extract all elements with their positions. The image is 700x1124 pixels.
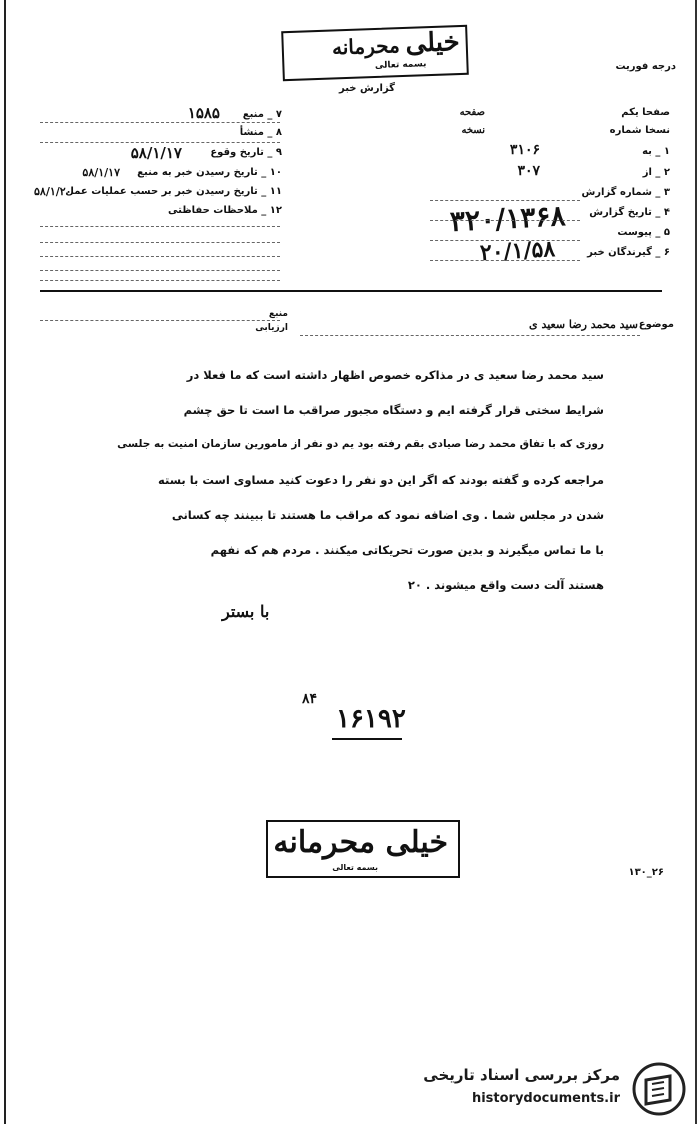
handwritten-signature: با بستر <box>222 602 270 621</box>
form-line <box>40 256 280 257</box>
right-field-value: نسخه <box>461 125 485 136</box>
left-field-value: ۵۸/۱/۲۰ <box>34 185 72 198</box>
body-line: سید محمد رضا سعید ی در مذاکره خصوص اظهار داشته است که ما فعلا در <box>186 368 604 382</box>
form-line <box>40 270 280 271</box>
left-field-label: ۹ _ تاریخ وقوع <box>210 147 282 158</box>
right-field-label: ۳ _ شماره گزارش <box>581 187 670 198</box>
document-number-prefix: ۸۴ <box>302 691 318 707</box>
subject-value: سید محمد رضا سعید ی <box>529 318 638 331</box>
scan-edge-left <box>4 0 6 1124</box>
body-line: مراجعه کرده و گفته بودند که اگر این دو نفر را دعوت کنید مساوی است با بسته <box>158 473 604 487</box>
subject-label: موضوع <box>638 319 674 330</box>
body-line: روزی که با تفاق محمد رضا صیادی بقم رفته بود یم دو نفر از مامورین سازمان امنیت به جلسی <box>117 438 604 450</box>
handwritten-reference-date: ۲۰/۱/۵۸ <box>479 236 556 266</box>
document-number: ۱۶۱۹۲ <box>336 704 406 734</box>
evaluation-side-label: ارزیابی <box>255 323 288 333</box>
left-field-label: ۸ _ منشأ <box>239 127 282 138</box>
bottom-stamp-subtitle: بسمه تعالی <box>332 863 378 872</box>
watermark-url: historydocuments.ir <box>471 1091 620 1106</box>
handwritten-reference-number: ۳۲۰/۱۳۶۸ <box>448 199 566 239</box>
left-field-label: ۱۲ _ ملاحظات حفاظتی <box>168 205 282 216</box>
body-line: شدن در مجلس شما . وی اضافه نمود که مراقب ما هستند تا ببینند چه کسانی <box>171 508 604 522</box>
right-field-label: ۵ _ پیوست <box>617 227 670 238</box>
scan-edge-right <box>695 0 697 1124</box>
right-field-value: ۳۰۷ <box>517 163 540 179</box>
report-title: گزارش خبر <box>338 83 395 94</box>
left-field-label: ۱۰ _ تاریخ رسیدن خبر به منبع <box>137 167 282 178</box>
form-line <box>40 242 280 243</box>
left-field-value: ۵۸/۱/۱۷ <box>130 144 182 162</box>
form-line <box>40 122 280 123</box>
form-line <box>430 240 580 241</box>
form-line <box>40 280 280 281</box>
archive-logo-icon <box>632 1062 686 1116</box>
body-line: شرایط سختی قرار گرفته ایم و دستگاه مجبور صراقب ما است تا حق چشم <box>183 403 604 417</box>
right-field-label: ۲ _ از <box>642 167 670 178</box>
bottom-classification-stamp <box>266 820 460 878</box>
right-field-label: صفحا یکم <box>621 107 670 118</box>
right-field-label: ۶ _ گیرندگان خبر <box>587 247 670 258</box>
form-line <box>40 142 280 143</box>
header-separator <box>40 290 662 292</box>
document-number-underline <box>332 738 402 740</box>
right-field-value: ۳۱۰۶ <box>509 142 540 158</box>
right-field-label: ۴ _ تاریخ گزارش <box>589 207 670 218</box>
top-classification-stamp <box>281 25 469 81</box>
left-field-label: ۷ _ منبع <box>242 109 282 120</box>
footer-code: ۲۶_۱۳۰ <box>628 867 664 878</box>
watermark-title: مرکز بررسی اسناد تاریخی <box>423 1066 620 1084</box>
top-stamp-word1: خیلی <box>404 27 461 59</box>
form-line <box>430 220 580 221</box>
form-line <box>430 200 580 201</box>
bottom-stamp-text: خیلی محرمانه <box>273 825 448 860</box>
source-side-label: منبع <box>268 309 288 319</box>
watermark-logo-block <box>408 1058 692 1120</box>
body-line: با ما تماس میگیرند و بدین صورت تحریکاتی میکنند . مردم هم که نفهم <box>210 543 604 557</box>
right-field-value: صفحه <box>459 107 485 118</box>
left-field-value: ۱۵۸۵ <box>187 104 220 122</box>
form-line <box>300 335 640 336</box>
body-line: هستند آلت دست واقع میشوند . ۲۰ <box>407 578 604 592</box>
form-line <box>40 320 280 321</box>
left-field-label: ۱۱ _ تاریخ رسیدن خبر بر حسب عملیات عمل <box>65 186 282 197</box>
top-stamp-subtitle: بسمه تعالی <box>374 59 427 72</box>
form-line <box>40 226 280 227</box>
top-stamp-word2: محرمانه <box>331 33 401 60</box>
right-field-label: ۱ _ به <box>642 146 670 157</box>
priority-label: درجه فوریت <box>615 61 676 72</box>
right-field-label: نسخا شماره <box>609 125 670 136</box>
form-line <box>430 260 580 261</box>
left-field-value: ۵۸/۱/۱۷ <box>82 166 120 179</box>
